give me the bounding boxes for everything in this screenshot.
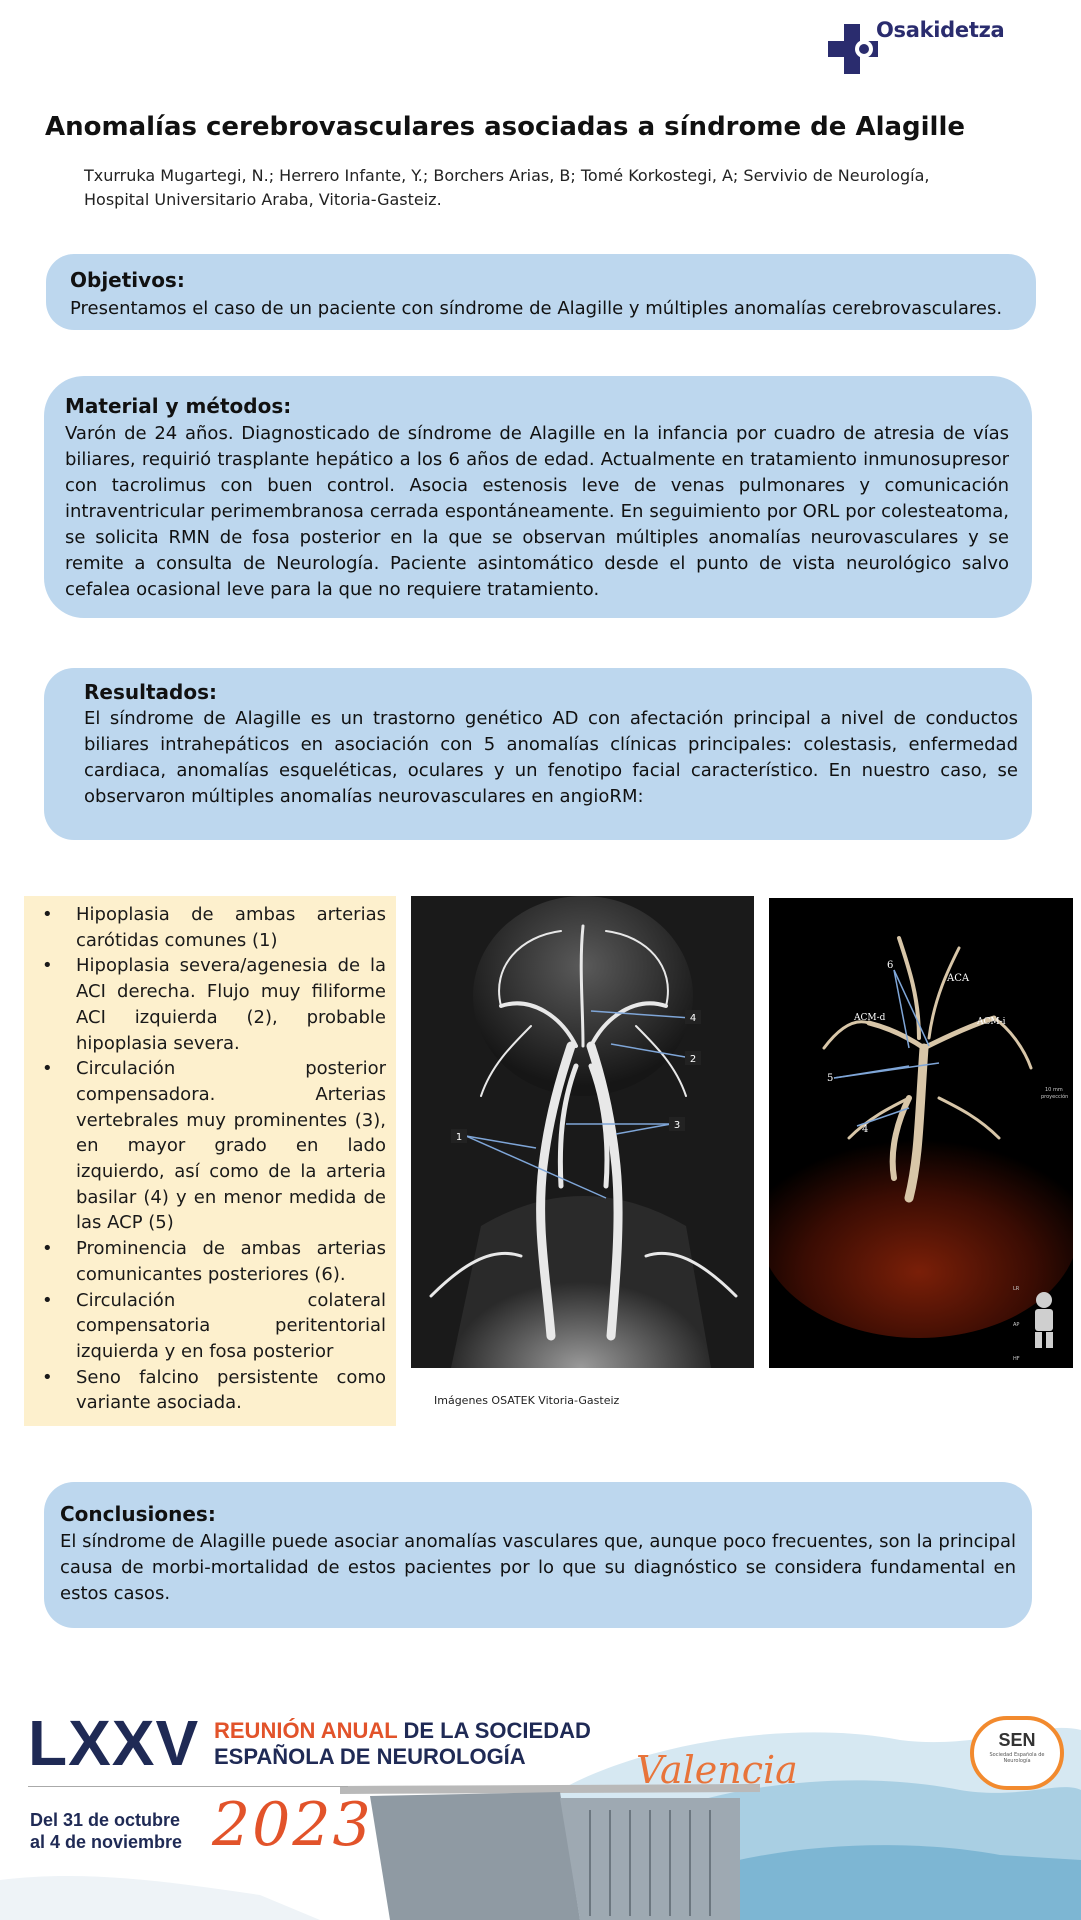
building-illustration [340, 1784, 760, 1920]
sen-logo-text: SEN [998, 1730, 1036, 1750]
recon-label-acm-d: ACM-d [854, 1013, 886, 1023]
mra-label-4: 4 [689, 1013, 697, 1024]
recon-label-4: 4 [862, 1124, 869, 1135]
dates-line-2: al 4 de noviembre [30, 1832, 183, 1852]
poster-title: Anomalías cerebrovasculares asociadas a síndrome de Alagille [44, 112, 966, 142]
finding-text: Prominencia de ambas arterias comunicantes posteriores (6). [76, 1238, 386, 1285]
congress-year: 2023 [212, 1790, 373, 1860]
list-item [36, 902, 386, 953]
finding-text: Circulación colateral compensatoria peritentorial izquierda y en fosa posterior [76, 1289, 386, 1362]
bullet: • [42, 955, 53, 977]
bullet: • [42, 904, 53, 925]
footer-divider [28, 1786, 348, 1787]
list-item [36, 1056, 386, 1236]
recon-label-acm-i: ACM-i [977, 1017, 1006, 1027]
image-caption: Imágenes OSATEK Vitoria-Gasteiz [434, 1394, 620, 1407]
osakidetza-cross-icon [826, 22, 880, 76]
recon-side-text-1: 10 mm [1045, 1087, 1063, 1093]
angio-mra-illustration [411, 896, 754, 1368]
angio-mra-image [411, 896, 754, 1368]
osakidetza-logo [826, 18, 1005, 78]
reunion-line-1 [214, 1718, 591, 1744]
sen-logo-subtitle: Sociedad Española de Neurología [989, 1752, 1045, 1764]
finding-text: Hipoplasia severa/agenesia de la ACI derecha. Flujo muy filiforme ACI izquierda (2), probable hipoplasia severa. [76, 955, 386, 1054]
dates-line-1: Del 31 de octubre [30, 1810, 181, 1830]
bullet: • [42, 1058, 53, 1080]
recon-orient-ap: AP [1013, 1322, 1020, 1328]
resultados-text: El síndrome de Alagille es un trastorno genético AD con afectación principal a nivel de conductos biliares intrahepáticos en asociación con 5 anomalías clínicas principales: colestasis, enfermedad cardiaca, anomalías esqueléticas, oculares y un fenotipo facial característico. En nuestro caso, se observaron múltiples anomalías neurovasculares en angioRM: [84, 708, 1018, 807]
authors-line-2: Hospital Universitario Araba, Vitoria-Gasteiz. [84, 190, 442, 209]
objetivos-text: Presentamos el caso de un paciente con síndrome de Alagille y múltiples anomalías cerebrovasculares. [70, 298, 1003, 319]
congress-banner [0, 1680, 1081, 1920]
list-item [36, 1365, 386, 1416]
finding-text: Seno falcino persistente como variante asociada. [76, 1366, 386, 1414]
list-item [36, 953, 386, 1056]
bullet: • [42, 1238, 53, 1260]
resultados-heading: Resultados: [84, 680, 217, 704]
recon-label-5: 5 [827, 1073, 834, 1084]
recon-label-6: 6 [887, 960, 894, 971]
bullet: • [42, 1366, 53, 1388]
mra-label-2: 2 [689, 1054, 697, 1065]
material-heading: Material y métodos: [65, 394, 292, 418]
finding-text: Hipoplasia de ambas arterias carótidas comunes (1) [76, 904, 386, 951]
reunion-line-2: ESPAÑOLA DE NEUROLOGÍA [214, 1744, 526, 1769]
reunion-navy: DE LA SOCIEDAD [403, 1718, 591, 1743]
authors-line-1: Txurruka Mugartegi, N.; Herrero Infante, Y.; Borchers Arias, B; Tomé Korkostegi, A; Servivio de Neurología, [84, 166, 930, 185]
findings-list [36, 902, 386, 1416]
material-panel [44, 376, 1032, 618]
resultados-panel [44, 668, 1032, 840]
edition-number: LXXV [28, 1707, 200, 1779]
conclusiones-panel [44, 1482, 1032, 1628]
material-text: Varón de 24 años. Diagnosticado de síndrome de Alagille en la infancia por cuadro de atresia de vías biliares, requirió trasplante hepático a los 6 años de edad. Actualmente en tratamiento inmunosupresor con tacrolimus con buen control. Asocia estenosis leve de venas pulmonares y comunicación intraventricular perimembranosa cerrada espontáneamente. En seguimiento por ORL por colesteatoma, se solicita RMN de fosa posterior en la que se observan múltiples anomalías neurovasculares y se remite a consulta de Neurología. Paciente asintomático desde el punto de vista neurológico salvo cefalea ocasional leve para la que no requiere tratamiento. [65, 423, 1009, 600]
bullet: • [42, 1289, 53, 1311]
finding-text: Circulación posterior compensadora. Arterias vertebrales muy prominentes (3), en mayor grado en lado izquierdo, así como de la arteria basilar (4) y en menor medida de las ACP (5) [76, 1058, 386, 1234]
conclusiones-text: El síndrome de Alagille puede asociar anomalías vasculares que, aunque poco frecuentes, son la principal causa de morbi-mortalidad de estos pacientes por lo que su diagnóstico se considera fundamental en estos casos. [60, 1531, 1016, 1604]
objetivos-panel [46, 254, 1036, 330]
conclusiones-heading: Conclusiones: [60, 1502, 216, 1526]
objetivos-heading: Objetivos: [70, 268, 185, 292]
brand-name: Osakidetza [876, 18, 1005, 42]
recon-orient-lr: LR [1013, 1286, 1020, 1292]
findings-box [24, 896, 396, 1426]
congress-city: Valencia [636, 1748, 798, 1792]
angio-3d-illustration [769, 898, 1073, 1368]
mra-label-1: 1 [455, 1132, 463, 1143]
mra-label-3: 3 [673, 1120, 681, 1131]
authors [84, 164, 964, 212]
angio-3d-reconstruction-image [769, 898, 1073, 1368]
recon-label-aca: ACA [947, 973, 970, 984]
sen-logo [970, 1716, 1062, 1788]
list-item [36, 1236, 386, 1287]
list-item [36, 1288, 386, 1365]
recon-orient-hf: HF [1013, 1356, 1020, 1362]
recon-side-text-2: proyección [1041, 1094, 1069, 1100]
reunion-orange: REUNIÓN ANUAL [214, 1718, 404, 1743]
